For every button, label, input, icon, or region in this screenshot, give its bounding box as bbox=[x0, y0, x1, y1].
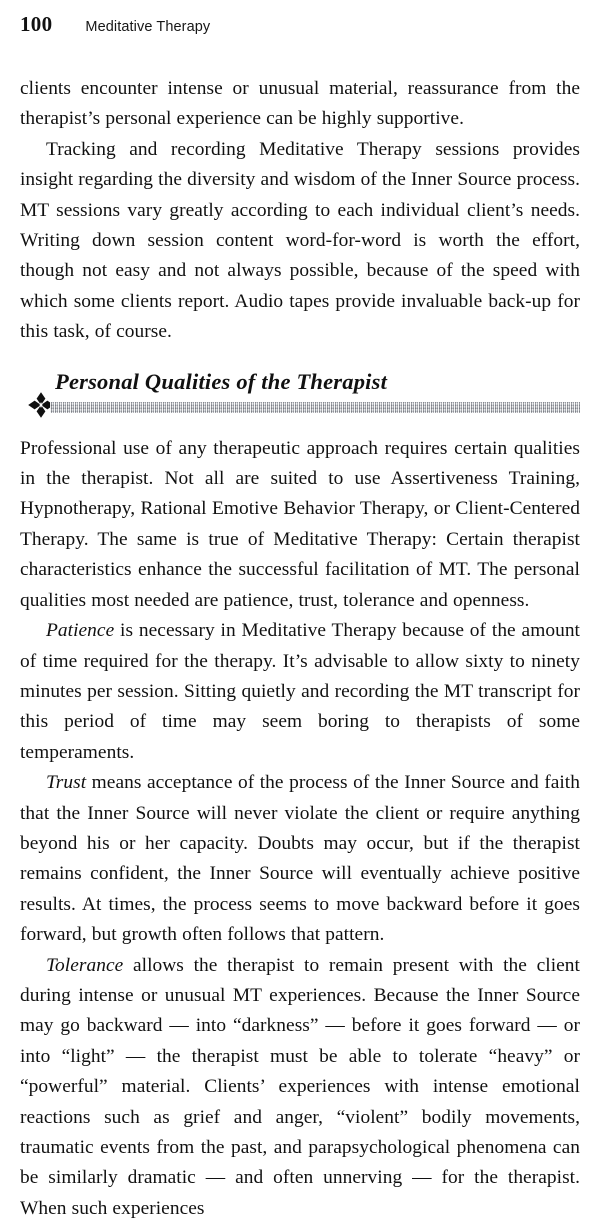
paragraph-5 bbox=[20, 768, 580, 950]
paragraph-text: means acceptance of the process of the Inner Source and faith that the Inner Source will never violate the client or require anything beyond his or her capacity. Doubts may occur, but if the therapist remains confident, the Inner Source will eventually achieve positive results. At times, the process seems to move backward before it goes forward, but growth often follows that pattern. bbox=[20, 772, 580, 946]
page-number: 100 bbox=[20, 12, 53, 36]
paragraph-text: Professional use of any therapeutic approach requires certain qualities in the therapist. Not all are suited to use Assertiveness Training, Hypnotherapy, Rational Emotive Behavior Therapy, or Client-Centered Therapy. The same is true of Meditative Therapy: Certain therapist characteristics enhance the successful facilitation of MT. The personal qualities most needed are patience, trust, tolerance and openness. bbox=[20, 437, 580, 611]
paragraph-6 bbox=[20, 951, 580, 1224]
paragraph-1 bbox=[20, 74, 580, 135]
paragraph-text: allows the therapist to remain present with the client during intense or unusual MT experiences. Because the Inner Source may go backward — into “darkness” — before it goes forward — or into “light” — the therapist must be able to tolerate “heavy” or “powerful” material. Clients’ experiences with intense emotional reactions such as grief and anger, “violent” bodily movements, traumatic events from the past, and parapsychological phenomena can be similarly dramatic — and often unnerving — for the therapist. When such experiences bbox=[20, 954, 580, 1219]
lead-term-tolerance: Tolerance bbox=[46, 954, 124, 976]
paragraph-2 bbox=[20, 135, 580, 348]
paragraph-text: clients encounter intense or unusual material, reassurance from the therapist’s personal experience can be highly supportive. bbox=[20, 78, 580, 130]
text-block bbox=[20, 74, 580, 1224]
paragraph-text: Tracking and recording Meditative Therapy sessions provides insight regarding the diversity and wisdom of the Inner Source process. MT sessions vary greatly according to each individual client’s needs. Writing down session content word-for-word is worth the effort, though not easy and not always possible, because of the speed with which some clients report. Audio tapes provide invaluable back-up for this task, of course. bbox=[20, 138, 580, 343]
lead-term-patience: Patience bbox=[46, 620, 115, 642]
lead-term-trust: Trust bbox=[46, 772, 87, 794]
paragraph-3 bbox=[20, 434, 580, 616]
section-heading-title: Personal Qualities of the Therapist bbox=[55, 368, 388, 394]
paragraph-text: is necessary in Meditative Therapy because of the amount of time required for the therapy. It’s advisable to allow sixty to ninety minutes per session. Sitting quietly and recording the MT transcript for this period of time may seem boring to therapists of some temperaments. bbox=[20, 620, 580, 763]
section-heading-rule bbox=[50, 402, 580, 413]
section-heading bbox=[20, 368, 580, 426]
running-title: Meditative Therapy bbox=[85, 19, 211, 35]
running-head bbox=[20, 12, 580, 38]
paragraph-4 bbox=[20, 616, 580, 768]
